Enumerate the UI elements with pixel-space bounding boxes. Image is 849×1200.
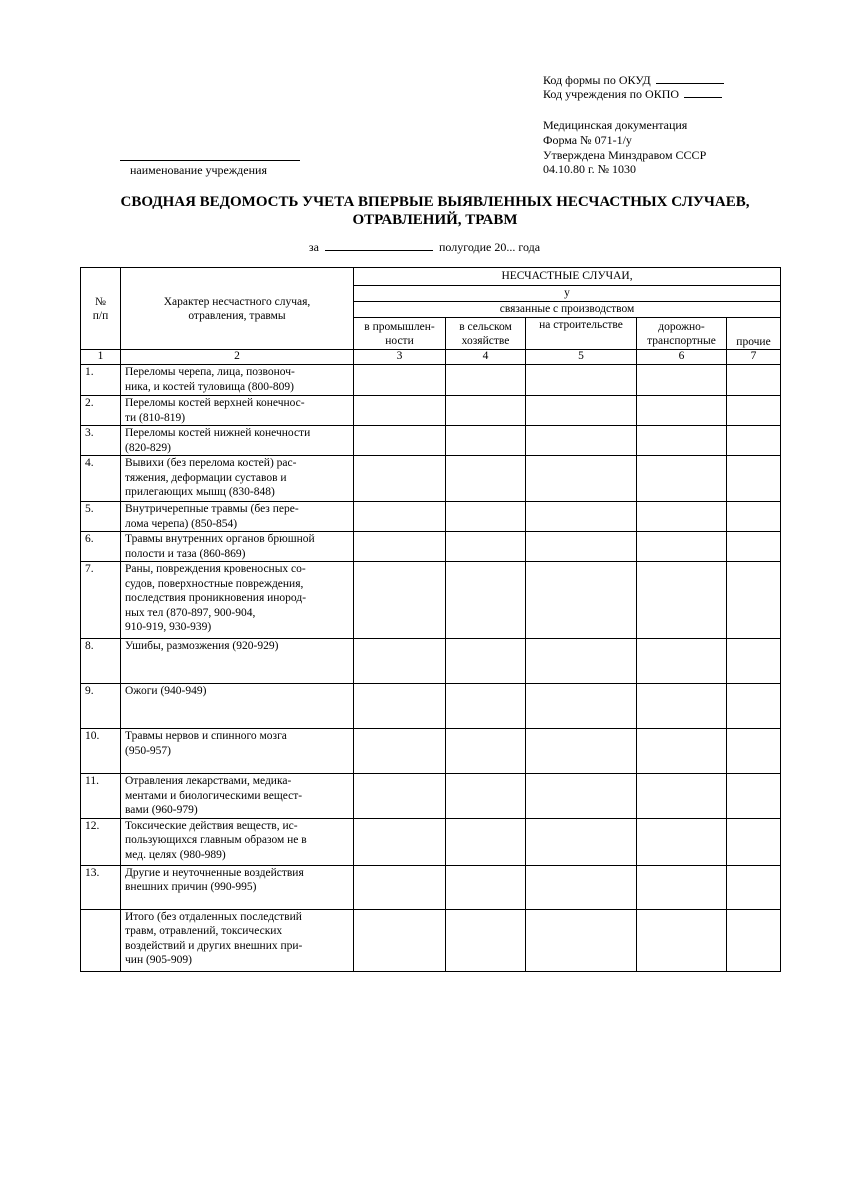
okpo-label: Код учреждения по ОКПО [543, 87, 680, 101]
entry-cell[interactable] [637, 818, 727, 865]
row-number: 11. [81, 774, 121, 819]
u-header: у [354, 286, 781, 302]
approved-by: Утверждена Минздравом СССР [543, 148, 707, 162]
table-row [81, 456, 781, 502]
row-description: Вывихи (без перелома костей) рас- тяжения, деформации суставов и прилегающих мышц (830-848) [121, 456, 354, 502]
table-row [81, 774, 781, 819]
okud-label: Код формы по ОКУД [543, 73, 651, 87]
entry-cell[interactable] [446, 562, 526, 639]
entry-cell[interactable] [354, 684, 446, 729]
period-prefix: за [308, 240, 319, 254]
col-number: 6 [637, 350, 727, 365]
col-number: 7 [727, 350, 781, 365]
col-number-header: № п/п [81, 268, 121, 350]
entry-cell[interactable] [727, 456, 781, 502]
entry-cell[interactable] [446, 865, 526, 909]
entry-cell[interactable] [637, 502, 727, 532]
col-road-transport-header: дорожно- транспортные [637, 318, 727, 350]
col-description-header: Характер несчастного случая, отравления, травмы [121, 268, 354, 350]
entry-cell[interactable] [727, 818, 781, 865]
row-description: Переломы черепа, лица, позвоноч- ника, и костей туловища (800-809) [121, 365, 354, 396]
institution-name-line [120, 160, 300, 161]
entry-cell[interactable] [526, 532, 637, 562]
entry-cell[interactable] [637, 639, 727, 684]
row-description: Травмы нервов и спинного мозга (950-957) [121, 729, 354, 774]
row-description: Итого (без отдаленных последствий травм, отравлений, токсических воздействий и других внешних при- чин (905-909) [121, 909, 354, 971]
entry-cell[interactable] [727, 729, 781, 774]
row-number: 7. [81, 562, 121, 639]
entry-cell[interactable] [526, 426, 637, 456]
row-description: Ушибы, размозжения (920-929) [121, 639, 354, 684]
entry-cell[interactable] [446, 818, 526, 865]
row-number: 2. [81, 396, 121, 426]
entry-cell[interactable] [727, 774, 781, 819]
title-line-2: ОТРАВЛЕНИЙ, ТРАВМ [352, 212, 518, 228]
entry-cell[interactable] [727, 865, 781, 909]
col-agriculture-header: в сельском хозяйстве [446, 318, 526, 350]
period-suffix: полугодие 20... года [438, 240, 541, 254]
col-number: 4 [446, 350, 526, 365]
entry-cell[interactable] [526, 729, 637, 774]
period-line [0, 239, 849, 254]
row-number: 12. [81, 818, 121, 865]
row-number: 8. [81, 639, 121, 684]
entry-cell[interactable] [526, 396, 637, 426]
entry-cell[interactable] [446, 426, 526, 456]
table-body [81, 365, 781, 972]
table-row [81, 729, 781, 774]
row-description: Токсические действия веществ, ис- пользующихся главным образом не в мед. целях (980-989) [121, 818, 354, 865]
entry-cell[interactable] [354, 502, 446, 532]
form-number: Форма № 071-1/у [543, 133, 632, 147]
col-number: 2 [121, 350, 354, 365]
entry-cell[interactable] [446, 774, 526, 819]
col-number: 3 [354, 350, 446, 365]
row-number: 1. [81, 365, 121, 396]
table-row [81, 684, 781, 729]
entry-cell[interactable] [637, 365, 727, 396]
table-row [81, 532, 781, 562]
entry-cell[interactable] [637, 684, 727, 729]
entry-cell[interactable] [637, 729, 727, 774]
entry-cell[interactable] [526, 909, 637, 971]
entry-cell[interactable] [354, 909, 446, 971]
col-industry-header: в промышлен- ности [354, 318, 446, 350]
entry-cell[interactable] [637, 562, 727, 639]
entry-cell[interactable] [727, 639, 781, 684]
row-number: 4. [81, 456, 121, 502]
row-number: 6. [81, 532, 121, 562]
entry-cell[interactable] [446, 502, 526, 532]
entry-cell[interactable] [526, 774, 637, 819]
entry-cell[interactable] [354, 426, 446, 456]
entry-cell[interactable] [727, 684, 781, 729]
entry-cell[interactable] [354, 729, 446, 774]
okpo-blank [684, 86, 722, 98]
entry-cell[interactable] [727, 532, 781, 562]
entry-cell[interactable] [637, 909, 727, 971]
entry-cell[interactable] [446, 532, 526, 562]
entry-cell[interactable] [637, 426, 727, 456]
entry-cell[interactable] [526, 684, 637, 729]
okpo-code-line [543, 86, 722, 101]
entry-cell[interactable] [446, 684, 526, 729]
table-row [81, 562, 781, 639]
table-row [81, 426, 781, 456]
entry-cell[interactable] [354, 818, 446, 865]
entry-cell[interactable] [446, 365, 526, 396]
col-construction-header: на строительстве [526, 318, 637, 350]
entry-cell[interactable] [354, 562, 446, 639]
accident-table [80, 267, 781, 972]
entry-cell[interactable] [637, 456, 727, 502]
entry-cell[interactable] [354, 639, 446, 684]
period-blank [325, 239, 433, 251]
okud-blank [656, 72, 724, 84]
row-number: 5. [81, 502, 121, 532]
entry-cell[interactable] [526, 818, 637, 865]
table-row [81, 502, 781, 532]
table-row [81, 865, 781, 909]
entry-cell[interactable] [354, 774, 446, 819]
entry-cell[interactable] [637, 865, 727, 909]
row-description: Травмы внутренних органов брюшной полости и таза (860-869) [121, 532, 354, 562]
entry-cell[interactable] [727, 562, 781, 639]
entry-cell[interactable] [727, 909, 781, 971]
entry-cell[interactable] [354, 396, 446, 426]
row-number: 3. [81, 426, 121, 456]
entry-cell[interactable] [354, 865, 446, 909]
row-description: Отравления лекарствами, медика- ментами и биологическими вещест- вами (960-979) [121, 774, 354, 819]
entry-cell[interactable] [727, 502, 781, 532]
entry-cell[interactable] [354, 532, 446, 562]
entry-cell[interactable] [727, 365, 781, 396]
entry-cell[interactable] [526, 502, 637, 532]
entry-cell[interactable] [446, 456, 526, 502]
entry-cell[interactable] [526, 365, 637, 396]
accidents-group-header: НЕСЧАСТНЫЕ СЛУЧАИ, [354, 268, 781, 286]
row-number: 10. [81, 729, 121, 774]
table-row [81, 639, 781, 684]
entry-cell[interactable] [637, 396, 727, 426]
entry-cell[interactable] [526, 562, 637, 639]
entry-cell[interactable] [354, 456, 446, 502]
entry-cell[interactable] [526, 865, 637, 909]
entry-cell[interactable] [637, 774, 727, 819]
row-number [81, 909, 121, 971]
entry-cell[interactable] [446, 396, 526, 426]
col-number: 5 [526, 350, 637, 365]
table-row [81, 365, 781, 396]
col-number: 1 [81, 350, 121, 365]
med-doc-label: Медицинская документация [543, 118, 688, 132]
row-number: 13. [81, 865, 121, 909]
row-description: Переломы костей нижней конечности (820-829) [121, 426, 354, 456]
row-description: Другие и неуточненные воздействия внешних причин (990-995) [121, 865, 354, 909]
entry-cell[interactable] [446, 639, 526, 684]
table-row [81, 818, 781, 865]
entry-cell[interactable] [446, 909, 526, 971]
entry-cell[interactable] [526, 639, 637, 684]
row-description: Ожоги (940-949) [121, 684, 354, 729]
row-description: Раны, повреждения кровеносных со- судов, поверхностные повреждения, последствия проникновения инород- ных тел (870-897, 900-904, 910-919, 930-939) [121, 562, 354, 639]
row-number: 9. [81, 684, 121, 729]
title-line-1: СВОДНАЯ ВЕДОМОСТЬ УЧЕТА ВПЕРВЫЕ ВЫЯВЛЕННЫХ НЕСЧАСТНЫХ СЛУЧАЕВ, [120, 194, 750, 210]
row-description: Переломы костей верхней конечнос- ти (810-819) [121, 396, 354, 426]
entry-cell[interactable] [526, 456, 637, 502]
production-related-header: связанные с производством [354, 302, 781, 318]
entry-cell[interactable] [354, 365, 446, 396]
row-description: Внутричерепные травмы (без пере- лома черепа) (850-854) [121, 502, 354, 532]
entry-cell[interactable] [727, 426, 781, 456]
col-other-header: прочие [727, 318, 781, 350]
approved-date: 04.10.80 г. № 1030 [543, 162, 637, 176]
column-number-row [81, 350, 781, 365]
okud-code-line [543, 72, 724, 87]
table-row [81, 396, 781, 426]
institution-caption: наименование учреждения [130, 163, 267, 177]
document-title [60, 193, 810, 229]
entry-cell[interactable] [637, 532, 727, 562]
entry-cell[interactable] [446, 729, 526, 774]
table-row [81, 909, 781, 971]
entry-cell[interactable] [727, 396, 781, 426]
